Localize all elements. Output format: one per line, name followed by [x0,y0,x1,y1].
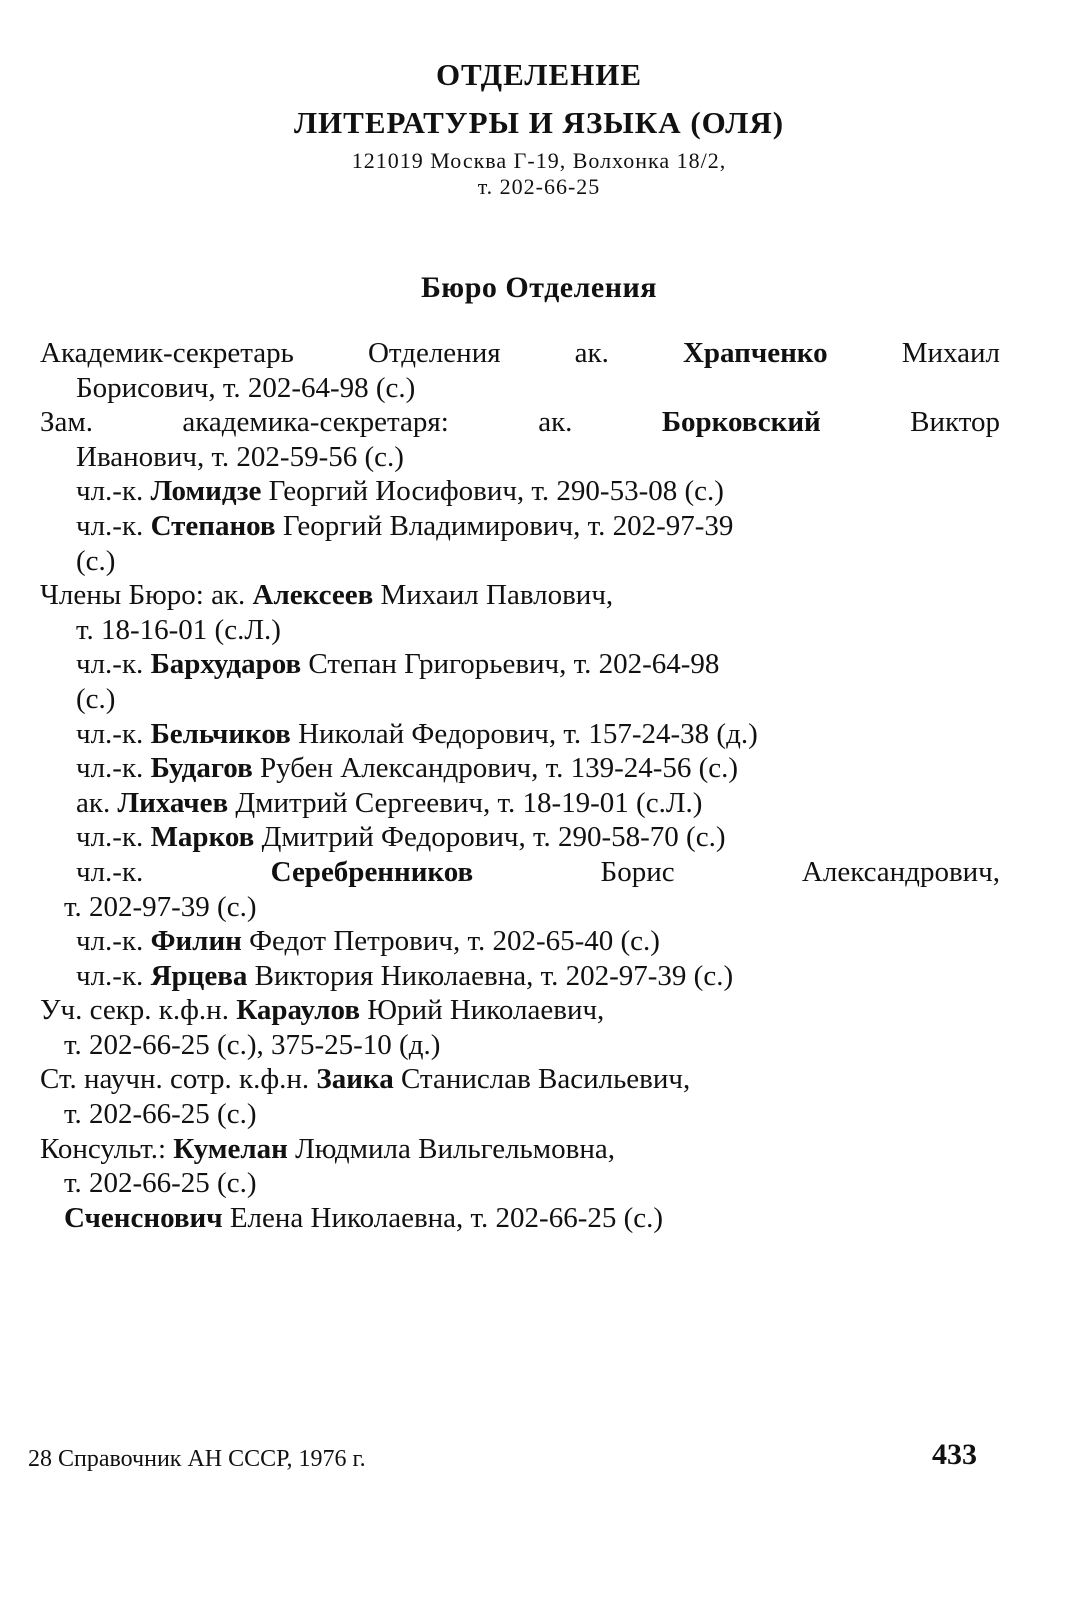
entry-line [40,1201,1000,1236]
entry-text: т. 18-16-01 (с.Л.) [76,613,281,646]
entry-text: чл.-к. [76,648,151,681]
entry-text: Георгий Владимирович, т. 202-97-39 [275,509,734,542]
entry-line [40,371,1000,406]
entry-text: Юрий Николаевич, [360,994,605,1027]
entry-text: Академик-секретарь Отделения ак. [40,337,683,369]
entry-line [40,993,1000,1028]
entry-text: Консульт.: [40,1132,174,1165]
entry-text: Ст. научн. сотр. к.ф.н. [40,1063,317,1096]
entry-line [40,578,1000,613]
phone-line: т. 202-66-25 [477,174,601,199]
person-surname: Серебренников [270,855,474,888]
entry-text: т. 202-66-25 (с.) [64,1167,257,1200]
person-surname: Будагов [150,752,253,785]
entry-text: Михаил Павлович, [373,579,614,612]
entry-line [40,405,1000,440]
entry-text: Виктор [820,406,1000,439]
entry-text: (с.) [76,544,116,577]
person-surname: Степанов [150,509,276,542]
person-surname: Бельчиков [150,717,291,750]
entry-line [40,924,1000,959]
person-surname: Храпченко [682,337,828,369]
entry-text: Виктория Николаевна, т. 202-97-39 (с.) [247,959,734,992]
entry-text: Дмитрий Федорович, т. 290-58-70 (с.) [254,821,726,854]
entry-line [40,890,1000,925]
entry-text: Елена Николаевна, т. 202-66-25 (с.) [222,1201,664,1234]
entry-line [40,613,1000,648]
entry-text: Рубен Александрович, т. 139-24-56 (с.) [252,752,739,785]
person-surname: Караулов [236,994,360,1027]
entry-text: т. 202-66-25 (с.) [64,1098,257,1131]
person-surname: Филин [150,925,242,958]
entry-text: чл.-к. [76,925,151,958]
entry-text: т. 202-66-25 (с.), 375-25-10 (д.) [64,1028,441,1061]
entry-text: т. 202-97-39 (с.) [64,890,257,923]
entry-text: Иванович, т. 202-59-56 (с.) [76,440,404,473]
entry-line [40,1062,1000,1097]
entry-text: Уч. секр. к.ф.н. [40,994,237,1027]
person-surname: Марков [150,821,255,854]
entry-text: Георгий Иосифович, т. 290-53-08 (с.) [261,475,724,508]
entry-text: (с.) [76,682,116,715]
address-line: 121019 Москва Г-19, Волхонка 18/2, [351,148,727,173]
section-title: Бюро Отделения [420,271,658,304]
entry-text: Николай Федорович, т. 157-24-38 (д.) [290,717,758,750]
entry-text: Зам. академика-секретаря: ак. [40,406,662,439]
entry-line [40,751,1000,786]
entry-text: Федот Петрович, т. 202-65-40 (с.) [241,925,660,958]
entry-line [40,717,1000,752]
entry-text: чл.-к. [76,475,151,508]
entry-text: Члены Бюро: ак. [40,579,253,612]
entry-line [40,1132,1000,1167]
entry-line [40,820,1000,855]
person-surname: Лихачев [117,786,229,819]
entry-line [40,1166,1000,1201]
department-title: ОТДЕЛЕНИЕ [435,57,643,92]
person-surname: Заика [316,1063,394,1096]
person-surname: Сченснович [64,1201,223,1234]
entry-line [40,786,1000,821]
entry-text: Борис Александрович, [473,855,1000,888]
person-surname: Борковский [661,406,821,439]
entry-text: чл.-к. [76,717,151,750]
person-surname: Бархударов [150,648,302,681]
entry-line [40,1028,1000,1063]
entry-text: Дмитрий Сергеевич, т. 18-19-01 (с.Л.) [228,786,703,819]
entry-text: Степан Григорьевич, т. 202-64-98 [301,648,720,681]
entry-text: Михаил [827,337,1000,369]
entry-text: ак. [76,786,118,819]
entry-line [40,509,1000,544]
person-surname: Ломидзе [150,475,262,508]
department-subtitle: ЛИТЕРАТУРЫ И ЯЗЫКА (ОЛЯ) [293,105,785,140]
entry-line [40,1097,1000,1132]
page-number: 433 [932,1438,977,1471]
entry-text: Борисович, т. 202-64-98 (с.) [76,371,416,404]
entry-text: чл.-к. [76,821,151,854]
footer-source: 28 Справочник АН СССР, 1976 г. [28,1446,366,1472]
entry-line [40,544,1000,579]
entry-text: Станислав Васильевич, [393,1063,691,1096]
entry-line [40,474,1000,509]
entry-text: Людмила Вильгельмовна, [287,1132,615,1165]
entry-text: чл.-к. [76,855,271,888]
entry-line [40,682,1000,717]
entry-line [40,959,1000,994]
bureau-list [40,336,1000,1235]
entry-line [40,855,1000,890]
entry-text: чл.-к. [76,959,151,992]
entry-text: чл.-к. [76,509,151,542]
person-surname: Алексеев [252,579,374,612]
entry-text: чл.-к. [76,752,151,785]
person-surname: Кумелан [173,1132,288,1165]
entry-line [40,336,1000,371]
person-surname: Ярцева [150,959,248,992]
entry-line [40,647,1000,682]
entry-line [40,440,1000,475]
